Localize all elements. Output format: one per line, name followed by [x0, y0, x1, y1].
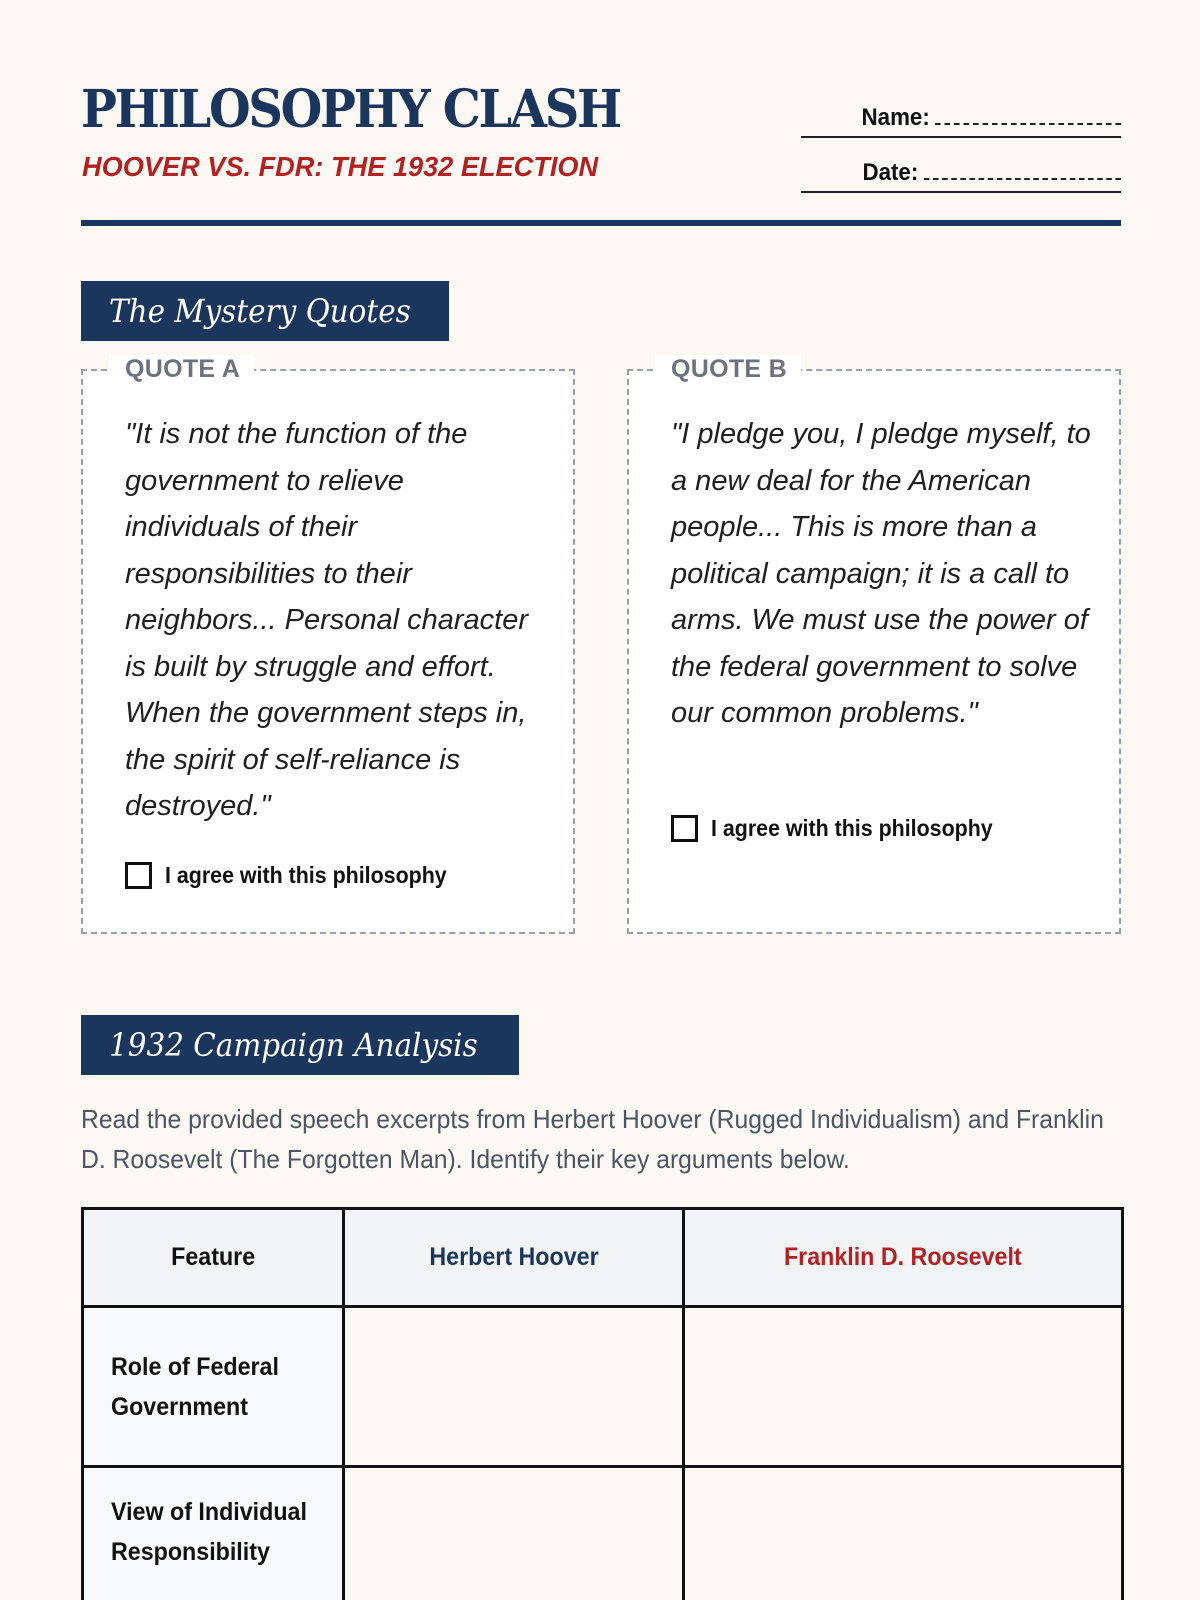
- fdr-answer-cell[interactable]: [684, 1307, 1123, 1467]
- hoover-answer-cell[interactable]: [344, 1307, 684, 1467]
- column-header-fdr: Franklin D. Roosevelt: [684, 1209, 1123, 1307]
- name-blank-line[interactable]: [935, 109, 1121, 125]
- comparison-table: [81, 1207, 1124, 1600]
- section-banner-mystery-quotes: [81, 281, 449, 341]
- table-row: [83, 1467, 1123, 1600]
- quote-a-agree-option[interactable]: [125, 862, 468, 889]
- quote-a-agree-label: I agree with this philosophy: [165, 862, 447, 888]
- fdr-answer-cell[interactable]: [684, 1467, 1123, 1600]
- quote-b-agree-checkbox[interactable]: [671, 815, 698, 842]
- feature-cell: View of Individual Responsibility: [83, 1467, 344, 1600]
- date-blank-line[interactable]: [924, 164, 1121, 180]
- quote-b-card: [627, 355, 1121, 934]
- quote-b-agree-option[interactable]: [671, 815, 1014, 842]
- quote-b-agree-label: I agree with this philosophy: [711, 815, 993, 841]
- quote-a-label: QUOTE A: [109, 355, 254, 383]
- column-header-feature: Feature: [83, 1209, 344, 1307]
- hoover-answer-cell[interactable]: [344, 1467, 684, 1600]
- page-subtitle: HOOVER VS. FDR: THE 1932 ELECTION: [82, 151, 599, 182]
- quote-a-text: "It is not the function of the government to relieve individuals of their responsibilities to their neighbors... Personal character is built by struggle and effort. When the government steps in, the spirit of self-reliance is destroyed.": [125, 418, 528, 822]
- quote-a-card: [81, 355, 575, 934]
- table-row: [83, 1307, 1123, 1467]
- name-label: Name:: [861, 104, 930, 131]
- header-divider: [81, 220, 1121, 226]
- feature-cell: Role of Federal Government: [83, 1307, 344, 1467]
- instructions-text: Read the provided speech excerpts from Herbert Hoover (Rugged Individualism) and Franklin D. Roosevelt (The Forgotten Man). Identify their key arguments below.: [81, 1104, 1104, 1174]
- section-title: 1932 Campaign Analysis: [109, 1026, 478, 1064]
- worksheet-page: [81, 0, 1121, 1566]
- student-info-fields: [801, 95, 1121, 193]
- analysis-instructions: [81, 1099, 1121, 1179]
- section-title: The Mystery Quotes: [109, 292, 411, 330]
- quote-a-agree-checkbox[interactable]: [125, 862, 152, 889]
- quote-b-label: QUOTE B: [655, 355, 801, 383]
- page-title: PHILOSOPHY CLASH: [81, 79, 620, 140]
- quote-b-text: "I pledge you, I pledge myself, to a new deal for the American people... This is more than a political campaign; it is a call to arms. We must use the power of the federal government to solve our common problems.": [671, 418, 1091, 729]
- table-header-row: [83, 1209, 1123, 1307]
- worksheet-header: [81, 0, 1121, 228]
- date-label: Date:: [862, 159, 919, 186]
- name-field[interactable]: [801, 95, 1121, 138]
- date-field[interactable]: [801, 138, 1121, 193]
- column-header-hoover: Herbert Hoover: [344, 1209, 684, 1307]
- section-banner-campaign-analysis: [81, 1015, 519, 1075]
